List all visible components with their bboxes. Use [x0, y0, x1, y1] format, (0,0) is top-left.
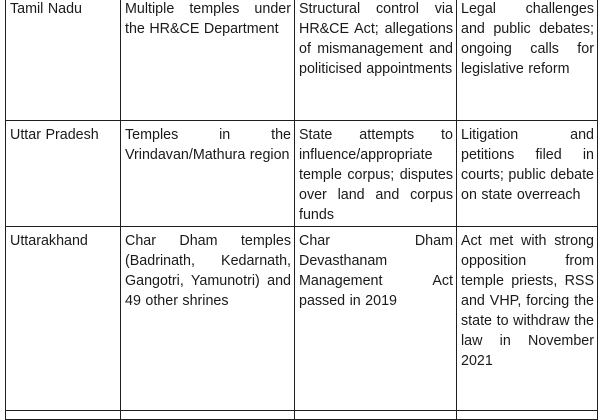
state-cell: Uttarakhand	[6, 227, 121, 411]
empty-cell	[6, 411, 121, 420]
empty-cell	[121, 411, 295, 420]
mechanism-cell: Structural control via HR&CE Act; allegations of mismanagement and politicised appointments	[295, 0, 457, 121]
temples-cell: Temples in the Vrindavan/Mathura region	[121, 121, 295, 227]
empty-cell	[295, 411, 457, 420]
mechanism-cell: State attempts to influence/appropriate temple corpus; disputes over land and corpus funds	[295, 121, 457, 227]
state-cell: Uttar Pradesh	[6, 121, 121, 227]
table-row	[6, 0, 598, 121]
temples-cell: Multiple temples under the HR&CE Department	[121, 0, 295, 121]
response-cell: Act met with strong opposition from temple priests, RSS and VHP, forcing the state to withdraw the law in November 2021	[457, 227, 598, 411]
temples-cell: Char Dham temples (Badrinath, Kedarnath, Gangotri, Yamunotri) and 49 other shrines	[121, 227, 295, 411]
empty-cell	[457, 411, 598, 420]
state-cell: Tamil Nadu	[6, 0, 121, 121]
table-row	[6, 121, 598, 227]
mechanism-cell: Char Dham Devasthanam Management Act passed in 2019	[295, 227, 457, 411]
response-cell: Litigation and petitions filed in courts; public debate on state overreach	[457, 121, 598, 227]
response-cell: Legal challenges and public debates; ongoing calls for legislative reform	[457, 0, 598, 121]
table-row	[6, 227, 598, 411]
table-row	[6, 411, 598, 420]
temples-table	[5, 0, 598, 420]
